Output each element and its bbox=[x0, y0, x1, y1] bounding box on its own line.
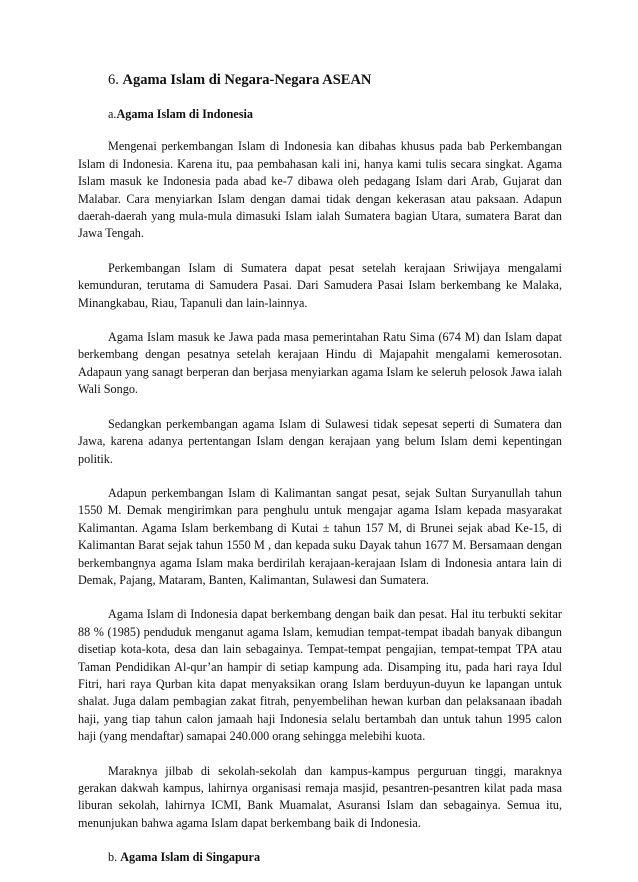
subsection-a-heading bbox=[108, 106, 562, 123]
section-number: 6. bbox=[108, 72, 119, 88]
paragraph: Agama Islam masuk ke Jawa pada masa pemerintahan Ratu Sima (674 M) dan Islam dapat berkembang dengan pesatnya setelah kerajaan Hindu di Majapahit mengalami kemerosotan. Adapaun yang sanagt berperan dan berjasa menyiarkan agama Islam ke seleruh pelosok Jawa ialah Wali Songo. bbox=[78, 330, 562, 397]
paragraph: Agama Islam di Indonesia dapat berkembang dengan baik dan pesat. Hal itu terbukti sekitar 88 % (1985) penduduk menganut agama Islam, kemudian tempat-tempat ibadah banyak dibangun disetiap kota-kota, desa dan lain sebagainya. Tempat-tempat pengajian, tempat-tempat TPA atau Taman Pendidikan Al-qur’an hampir di setiap kampung ada. Disamping itu, pada hari raya Idul Fitri, hari raya Qurban kita dapat menyaksikan orang Islam berduyun-duyun ke lapangan untuk shalat. Juga dalam pembagian zakat fitrah, penyembelihan hewan kurban dan pelaksanaan ibadah haji, yang tiap tahun calon jamaah haji Indonesia selalu bertambah dan untuk tahun 1995 calon haji (yang mendaftar) samapai 240.000 orang sehingga melebihi kuota. bbox=[78, 607, 562, 744]
subsection-b-prefix: b. bbox=[108, 850, 118, 865]
paragraph: Adapun perkembangan Islam di Kalimantan sangat pesat, sejak Sultan Suryanullah tahun 1550 M. Demak mengirimkan para penghulu untuk mengajar agama Islam kepada masyarakat Kalimantan. Agama Islam berkembang di Kutai ± tahun 157 M, di Brunei sejak abad Ke-15, di Kalimantan Barat sejak tahun 1550 M , dan kepada suku Dayak tahun 1677 M. Bersamaan dengan berkembangnya agama Islam maka berdirilah kerajaan-kerajaan Islam di Indonesia antara lain di Demak, Pajang, Mataram, Banten, Kalimantan, Sulawesi dan Sumatera. bbox=[78, 485, 562, 587]
page-content bbox=[78, 70, 562, 882]
subsection-a-title: Agama Islam di Indonesia bbox=[116, 107, 253, 121]
subsection-b-title: Agama Islam di Singapura bbox=[120, 850, 261, 865]
section-title: Agama Islam di Negara-Negara ASEAN bbox=[122, 72, 372, 88]
subsection-a-prefix: a. bbox=[108, 107, 117, 121]
section-heading bbox=[108, 70, 562, 90]
paragraph: Sedangkan perkembangan agama Islam di Sulawesi tidak sepesat seperti di Sumatera dan Jawa, karena adanya pertentangan Islam dengan kerajaan yang belum Islam demi kepentingan politik. bbox=[78, 416, 562, 466]
subsection-b-heading bbox=[108, 849, 562, 866]
paragraph: Maraknya jilbab di sekolah-sekolah dan kampus-kampus perguruan tinggi, maraknya gerakan dakwah kampus, lahirnya organisasi remaja masjid, pesantren-pesantren kilat pada masa liburan sekolah, lahirnya ICMI, Bank Muamalat, Asuransi Islam dan sebagainya. Semua itu, menunjukan bahwa agama Islam dapat berkembang baik di Indonesia. bbox=[78, 763, 562, 830]
paragraph: Mengenai perkembangan Islam di Indonesia kan dibahas khusus pada bab Perkembangan Islam di Indonesia. Karena itu, paa pembahasan kali ini, hanya kami tulis secara singkat. Agama Islam masuk ke Indonesia pada abad ke-7 dibawa oleh pedagang Islam dari Arab, Gujarat dan Malabar. Cara menyiarkan Islam dengan damai tidak dengan kekerasan atau paksaan. Adapun daerah-daerah yang mula-mula dimasuki Islam ialah Sumatera bagian Utara, sumatera Barat dan Jawa Tengah. bbox=[78, 139, 562, 241]
paragraph: Perkembangan Islam di Sumatera dapat pesat setelah kerajaan Sriwijaya mengalami kemunduran, terutama di Samudera Pasai. Dari Samudera Pasai Islam berkembang ke Malaka, Minangkabau, Riau, Tapanuli dan lain-lainnya. bbox=[78, 260, 562, 310]
